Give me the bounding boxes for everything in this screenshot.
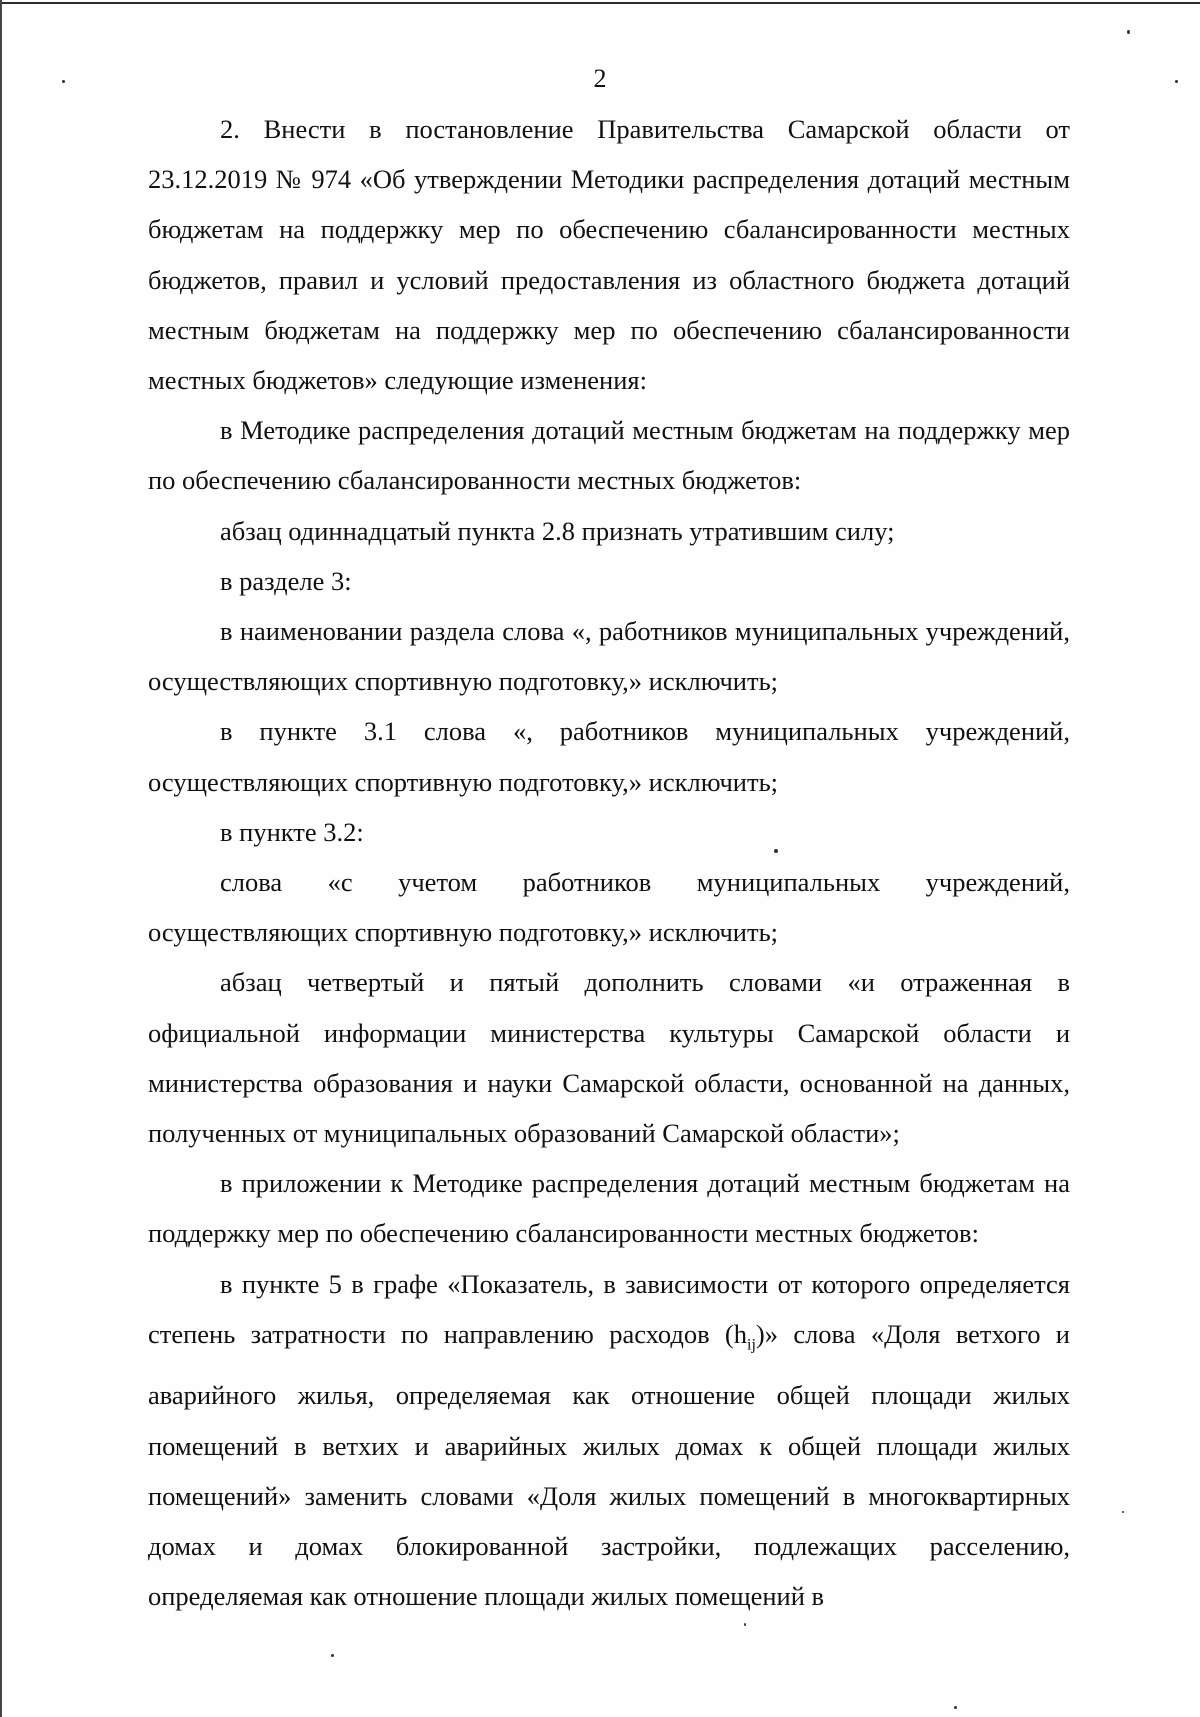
paragraph-clause-3-1: в пункте 3.1 слова «, работников муниципальных учреждений, осуществляющих спортивную подготовку,» исключить; — [148, 716, 1070, 797]
index-subscript: ij — [747, 1336, 756, 1354]
scan-left-edge — [0, 0, 2, 1717]
scan-speck — [774, 849, 778, 853]
scan-speck — [1175, 80, 1178, 83]
paragraph-clause-3-2: в пункте 3.2: — [220, 816, 364, 847]
paragraph-section-3: в разделе 3: — [220, 565, 352, 596]
scan-speck — [1122, 1511, 1124, 1513]
scan-top-edge — [0, 2, 1200, 4]
scan-speck — [331, 1654, 334, 1657]
paragraph-amendment-intro: 2. Внести в постановление Правительства Самарской области от 23.12.2019 № 974 «Об утверждении Методики распределения дотаций местным бюджетам на поддержку мер по обеспечению сбалансированности местных бюджетов, правил и условий предоставления из областного бюджета дотаций местным бюджетам на поддержку мер по обеспечению сбалансированности местных бюджетов» следующие изменения: — [148, 114, 1070, 396]
page-number: 2 — [593, 64, 607, 93]
document-body — [148, 104, 1070, 1621]
paragraph-clause-3-2-words: слова «с учетом работников муниципальных учреждений, осуществляющих спортивную подготовку,» исключить; — [148, 867, 1070, 948]
scan-speck — [744, 1623, 746, 1626]
paragraph-section-title-change: в наименовании раздела слова «, работников муниципальных учреждений, осуществляющих спортивную подготовку,» исключить; — [148, 616, 1070, 697]
paragraph-methodology-changes: в Методике распределения дотаций местным бюджетам на поддержку мер по обеспечению сбалансированности местных бюджетов: — [148, 415, 1070, 496]
paragraph-clause-5-replacement — [148, 1259, 1070, 1622]
scan-speck — [62, 80, 65, 83]
scan-speck — [1127, 30, 1130, 34]
scan-speck — [954, 1706, 957, 1709]
paragraph-clause-2-8: абзац одиннадцатый пункта 2.8 признать утратившим силу; — [220, 515, 895, 546]
clause-5-text-end: )» слова «Доля ветхого и аварийного жилья, определяемая как отношение общей площади жилых помещений в ветхих и аварийных жилых домах к общей площади жилых помещений» заменить словами «Доля жилых помещений в многоквартирных домах и домах блокированной застройки, подлежащих расселению, определяемая как отношение площади жилых помещений в — [148, 1318, 1070, 1612]
clause-5-text-start: в пункте 5 в графе «Показатель, в зависимости от которого определяется степень затратности по направлению расходов (h — [148, 1268, 1070, 1349]
paragraph-fourth-fifth-additions: абзац четвертый и пятый дополнить словами «и отраженная в официальной информации министерства культуры Самарской области и министерства образования и науки Самарской области, основанной на данных, полученных от муниципальных образований Самарской области»; — [148, 967, 1070, 1149]
paragraph-appendix-changes: в приложении к Методике распределения дотаций местным бюджетам на поддержку мер по обеспечению сбалансированности местных бюджетов: — [148, 1168, 1070, 1249]
